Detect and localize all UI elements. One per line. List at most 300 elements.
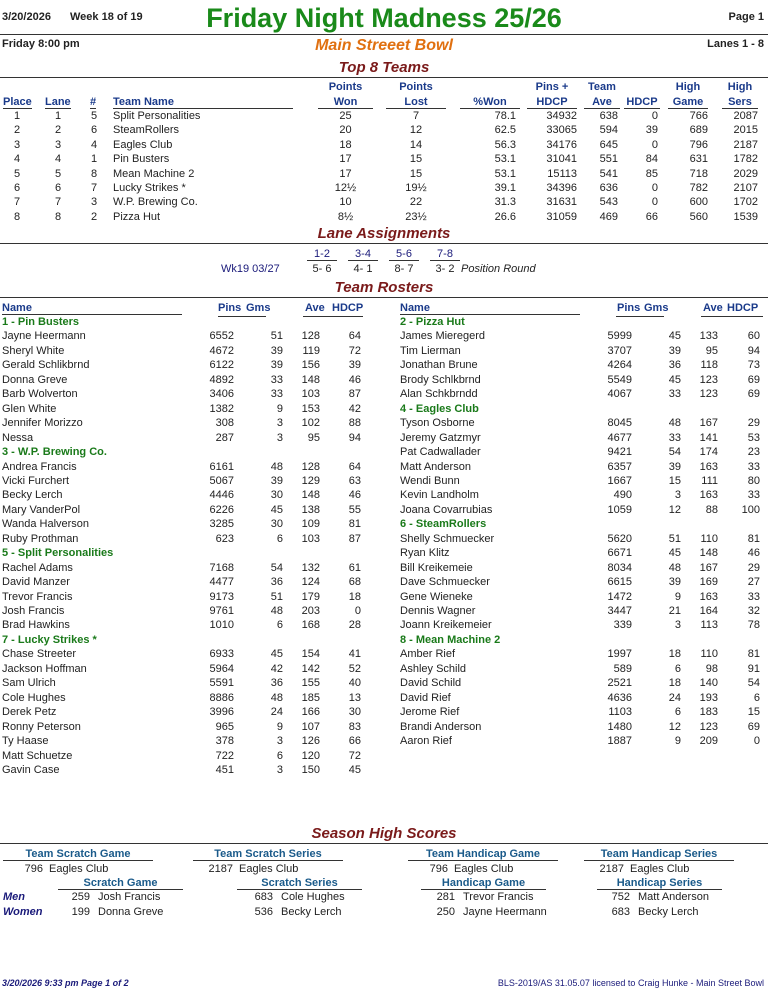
season-high-rule xyxy=(0,843,768,844)
player-pins: 3707 xyxy=(607,344,632,357)
player-average: 148 xyxy=(301,373,320,386)
player-pins: 4477 xyxy=(209,576,234,589)
standings-team-ave: 543 xyxy=(599,196,618,209)
player-pins: 5620 xyxy=(607,532,632,545)
player-games: 33 xyxy=(668,431,681,444)
player-games: 18 xyxy=(668,677,681,690)
team-high-score: 2187 xyxy=(208,863,233,875)
player-handicap: 94 xyxy=(348,431,361,444)
player-name: Cole Hughes xyxy=(2,691,66,704)
lane-pair-1: 1-2 xyxy=(307,248,337,261)
standings-place: 1 xyxy=(13,110,21,122)
player-name: Jackson Hoffman xyxy=(2,662,87,675)
player-name: Alan Schkbrndd xyxy=(400,388,478,401)
player-handicap: 30 xyxy=(348,706,361,719)
player-name: Sam Ulrich xyxy=(2,677,56,690)
col-pins-hdcp-2: HDCP xyxy=(527,96,577,109)
player-games: 24 xyxy=(668,691,681,704)
roster-team-title: 8 - Mean Machine 2 xyxy=(400,633,501,646)
col-points-won-1: Points xyxy=(328,81,363,93)
standings-pct-won: 39.1 xyxy=(494,182,516,194)
player-games: 6 xyxy=(276,532,283,545)
player-handicap: 18 xyxy=(348,590,361,603)
standings-number: 6 xyxy=(90,124,98,137)
player-games: 39 xyxy=(668,460,681,473)
player-pins: 1887 xyxy=(607,735,632,748)
standings-points-lost: 22 xyxy=(409,196,423,209)
player-handicap: 64 xyxy=(348,460,361,473)
standings-pct-won: 56.3 xyxy=(494,138,516,151)
individual-high-label: Handicap Series xyxy=(597,877,722,890)
standings-number: 5 xyxy=(90,110,98,122)
player-games: 6 xyxy=(276,619,283,632)
player-handicap: 33 xyxy=(747,489,760,502)
player-pins: 9173 xyxy=(209,590,234,603)
team-high-bowler: Eagles Club xyxy=(630,863,690,875)
standings-lane: 8 xyxy=(54,210,62,223)
men-high-score: 259 xyxy=(71,891,90,903)
player-name: Shelly Schmuecker xyxy=(400,532,495,545)
standings-pins-hdcp: 31631 xyxy=(546,196,577,209)
player-pins: 6615 xyxy=(607,576,632,589)
player-average: 110 xyxy=(700,532,718,545)
lanes-rule xyxy=(0,243,768,244)
player-handicap: 81 xyxy=(747,648,760,661)
roster-col-gms: Gms xyxy=(644,302,669,314)
player-name: Chase Streeter xyxy=(2,648,76,661)
team-high-label: Team Scratch Series xyxy=(193,848,343,861)
standings-hdcp: 0 xyxy=(651,138,658,151)
player-games: 45 xyxy=(668,373,681,386)
player-average: 169 xyxy=(699,576,718,589)
standings-number: 4 xyxy=(90,138,98,151)
roster-team-title: 2 - Pizza Hut xyxy=(400,316,465,328)
player-name: Andrea Francis xyxy=(2,460,77,473)
day-time: Friday 8:00 pm xyxy=(2,38,80,50)
player-pins: 5964 xyxy=(209,662,234,675)
standings-team-ave: 638 xyxy=(599,110,618,122)
col-high-game-2: Game xyxy=(668,96,708,109)
section-title-lanes: Lane Assignments xyxy=(317,225,451,242)
standings-high-game: 560 xyxy=(689,210,708,223)
player-pins: 6933 xyxy=(209,648,234,661)
player-average: 118 xyxy=(700,359,718,372)
player-handicap: 41 xyxy=(348,648,361,661)
player-games: 33 xyxy=(270,373,283,386)
player-name: Jeremy Gatzmyr xyxy=(400,431,481,444)
standings-team-name: Eagles Club xyxy=(113,138,173,151)
player-pins: 6552 xyxy=(209,330,234,343)
player-pins: 623 xyxy=(215,532,234,545)
standings-team-name: SteamRollers xyxy=(113,124,180,137)
player-name: Jayne Heermann xyxy=(2,330,86,343)
standings-high-game: 600 xyxy=(689,196,708,209)
standings-high-game: 631 xyxy=(689,153,708,166)
standings-points-won: 12½ xyxy=(334,182,357,194)
player-handicap: 87 xyxy=(348,532,361,545)
roster-col-pins: Pins xyxy=(218,302,242,314)
player-average: 167 xyxy=(699,561,718,574)
player-handicap: 72 xyxy=(348,344,361,357)
men-high-bowler: Josh Francis xyxy=(98,891,161,903)
player-average: 88 xyxy=(705,503,718,516)
player-handicap: 88 xyxy=(348,417,361,430)
standings-high-sers: 2107 xyxy=(733,182,758,194)
player-name: Matt Anderson xyxy=(400,460,471,473)
col-team-ave-2: Ave xyxy=(584,96,620,109)
lane-week-label: Wk19 03/27 xyxy=(221,263,280,275)
standings-number: 2 xyxy=(90,210,98,223)
standings-pins-hdcp: 33065 xyxy=(546,124,577,137)
standings-team-name: Pin Busters xyxy=(113,153,170,166)
player-average: 95 xyxy=(307,431,320,444)
standings-points-lost: 23½ xyxy=(405,210,427,223)
standings-pins-hdcp: 34932 xyxy=(546,110,577,122)
player-handicap: 81 xyxy=(348,518,361,531)
roster-col-gms: Gms xyxy=(246,302,271,314)
player-handicap: 40 xyxy=(348,677,361,690)
matchup-1: 5- 6 xyxy=(312,263,332,275)
standings-points-lost: 19½ xyxy=(405,182,427,194)
player-games: 36 xyxy=(270,576,283,589)
player-handicap: 72 xyxy=(348,749,361,762)
standings-team-name: Split Personalities xyxy=(113,110,201,122)
player-games: 9 xyxy=(276,720,283,733)
roster-underline xyxy=(218,316,266,317)
standings-pct-won: 53.1 xyxy=(494,167,516,180)
player-games: 18 xyxy=(668,648,681,661)
player-handicap: 55 xyxy=(348,503,361,516)
roster-col-ave: Ave xyxy=(703,302,723,314)
player-pins: 9421 xyxy=(607,446,632,459)
league-title: Friday Night Madness 25/26 xyxy=(206,3,562,33)
player-name: Jerome Rief xyxy=(400,706,460,719)
player-name: Gavin Case xyxy=(2,763,60,776)
player-average: 126 xyxy=(301,735,320,748)
individual-high-label: Handicap Game xyxy=(421,877,546,890)
player-average: 111 xyxy=(701,474,718,487)
col-team-ave-1: Team xyxy=(588,81,616,93)
player-average: 163 xyxy=(699,489,718,502)
player-average: 148 xyxy=(699,547,718,560)
col-hdcp: HDCP xyxy=(624,96,660,109)
player-name: Wendi Bunn xyxy=(400,474,460,487)
standings-place: 4 xyxy=(13,153,21,166)
player-games: 42 xyxy=(270,662,283,675)
week-indicator: Week 18 of 19 xyxy=(70,11,143,23)
player-handicap: 66 xyxy=(348,735,361,748)
standings-team-ave: 645 xyxy=(599,138,618,151)
player-name: Ashley Schild xyxy=(400,662,467,675)
player-name: Amber Rief xyxy=(400,648,456,661)
player-pins: 3285 xyxy=(209,518,234,531)
women-label: Women xyxy=(3,906,43,918)
player-handicap: 53 xyxy=(747,431,760,444)
player-name: Brad Hawkins xyxy=(2,619,70,632)
player-handicap: 13 xyxy=(348,691,361,704)
player-average: 183 xyxy=(699,706,718,719)
player-handicap: 6 xyxy=(753,691,760,704)
player-name: Sheryl White xyxy=(2,344,65,357)
player-pins: 4677 xyxy=(607,431,632,444)
roster-underline xyxy=(616,316,664,317)
player-average: 154 xyxy=(301,648,320,661)
women-high-bowler: Jayne Heermann xyxy=(463,906,547,918)
player-name: James Mieregerd xyxy=(400,330,485,343)
player-average: 153 xyxy=(301,402,320,415)
standings-team-ave: 551 xyxy=(599,153,618,166)
player-games: 6 xyxy=(276,749,283,762)
player-handicap: 54 xyxy=(747,677,760,690)
section-title-rosters: Team Rosters xyxy=(334,279,434,296)
player-pins: 722 xyxy=(215,749,234,762)
women-high-bowler: Becky Lerch xyxy=(638,906,699,918)
player-name: Ryan Klitz xyxy=(400,547,450,560)
player-average: 203 xyxy=(301,605,320,617)
standings-place: 5 xyxy=(13,167,21,180)
standings-points-won: 18 xyxy=(339,138,352,151)
standings-points-won: 8½ xyxy=(337,210,354,223)
team-high-score: 796 xyxy=(24,863,43,875)
position-round-note: Position Round xyxy=(461,263,536,275)
roster-team-title: 6 - SteamRollers xyxy=(400,518,487,531)
player-games: 39 xyxy=(270,359,283,372)
standings-pct-won: 78.1 xyxy=(494,110,516,122)
player-average: 129 xyxy=(301,474,320,487)
player-pins: 1103 xyxy=(608,706,632,719)
player-pins: 1382 xyxy=(209,402,234,415)
player-average: 167 xyxy=(699,417,718,430)
standings-points-won: 10 xyxy=(339,196,352,209)
team-high-bowler: Eagles Club xyxy=(49,863,109,875)
player-name: Gene Wieneke xyxy=(400,590,473,603)
player-pins: 4067 xyxy=(607,388,632,401)
team-high-label: Team Handicap Game xyxy=(408,848,558,861)
standings-lane: 5 xyxy=(54,167,62,180)
standings-high-sers: 1782 xyxy=(733,153,758,166)
player-pins: 8045 xyxy=(607,417,632,430)
player-pins: 308 xyxy=(215,417,234,430)
player-games: 9 xyxy=(674,735,681,748)
player-handicap: 46 xyxy=(348,489,361,502)
lane-pair-2: 3-4 xyxy=(348,248,378,261)
player-games: 33 xyxy=(270,388,283,401)
player-games: 48 xyxy=(270,605,283,617)
standings-lane: 2 xyxy=(54,124,62,137)
player-handicap: 29 xyxy=(747,561,760,574)
player-name: Trevor Francis xyxy=(2,590,73,603)
player-name: David Manzer xyxy=(2,576,70,589)
player-handicap: 52 xyxy=(348,662,361,675)
player-games: 51 xyxy=(270,590,283,603)
player-name: Jonathan Brune xyxy=(400,359,478,372)
player-handicap: 69 xyxy=(747,373,760,386)
player-games: 9 xyxy=(276,402,283,415)
col-high-sers-1: High xyxy=(727,81,753,93)
player-games: 39 xyxy=(270,344,283,357)
player-pins: 1010 xyxy=(209,619,234,632)
player-name: Becky Lerch xyxy=(2,489,63,502)
section-title-standings: Top 8 Teams xyxy=(338,59,430,76)
player-games: 39 xyxy=(270,474,283,487)
player-games: 54 xyxy=(270,561,283,574)
team-high-label: Team Handicap Series xyxy=(584,848,734,861)
standings-pct-won: 62.5 xyxy=(494,124,516,137)
team-high-score: 2187 xyxy=(599,863,624,875)
player-pins: 7168 xyxy=(209,561,234,574)
player-handicap: 87 xyxy=(348,388,361,401)
player-pins: 4672 xyxy=(209,344,234,357)
standings-place: 3 xyxy=(13,138,21,151)
standings-team-name: W.P. Brewing Co. xyxy=(113,196,198,209)
player-handicap: 60 xyxy=(747,330,760,343)
player-games: 6 xyxy=(674,662,681,675)
standings-high-game: 782 xyxy=(689,182,708,194)
player-average: 185 xyxy=(301,691,320,704)
player-handicap: 33 xyxy=(747,590,760,603)
standings-team-ave: 594 xyxy=(599,124,618,137)
lanes-range: Lanes 1 - 8 xyxy=(707,38,764,50)
lane-pair-3: 5-6 xyxy=(389,248,419,261)
standings-pct-won: 31.3 xyxy=(494,196,516,209)
player-name: Joann Kreikemeier xyxy=(400,619,492,632)
standings-hdcp: 0 xyxy=(651,182,658,194)
roster-team-title: 3 - W.P. Brewing Co. xyxy=(2,446,107,459)
women-high-score: 536 xyxy=(254,906,273,918)
player-average: 168 xyxy=(301,619,320,632)
standings-lane: 1 xyxy=(54,110,62,122)
player-name: Wanda Halverson xyxy=(2,518,90,531)
player-handicap: 39 xyxy=(348,359,361,372)
player-name: Mary VanderPol xyxy=(2,503,81,516)
standings-team-name: Mean Machine 2 xyxy=(113,167,195,180)
player-name: Josh Francis xyxy=(2,605,65,617)
standings-number: 1 xyxy=(90,153,98,166)
standings-pins-hdcp: 34176 xyxy=(546,138,577,151)
col-place: Place xyxy=(3,96,32,108)
player-average: 142 xyxy=(301,662,320,675)
player-average: 107 xyxy=(301,720,320,733)
player-handicap: 73 xyxy=(747,359,760,372)
player-handicap: 29 xyxy=(747,417,760,430)
player-average: 155 xyxy=(301,677,320,690)
player-games: 48 xyxy=(668,417,681,430)
player-games: 36 xyxy=(270,677,283,690)
player-average: 193 xyxy=(699,691,718,704)
standings-points-lost: 12 xyxy=(409,124,423,137)
player-pins: 965 xyxy=(215,720,234,733)
player-average: 209 xyxy=(699,735,718,748)
player-average: 166 xyxy=(301,706,320,719)
player-games: 3 xyxy=(276,431,283,444)
player-handicap: 0 xyxy=(354,605,361,617)
player-pins: 4892 xyxy=(209,373,234,386)
standings-hdcp: 85 xyxy=(645,167,658,180)
player-average: 124 xyxy=(301,576,320,589)
player-name: Matt Schuetze xyxy=(2,749,73,762)
player-average: 113 xyxy=(700,619,718,632)
player-games: 51 xyxy=(668,532,681,545)
player-games: 54 xyxy=(668,446,681,459)
player-name: Aaron Rief xyxy=(400,735,452,748)
player-handicap: 94 xyxy=(747,344,760,357)
player-games: 3 xyxy=(674,619,681,632)
player-average: 133 xyxy=(699,330,718,343)
player-name: Nessa xyxy=(2,431,34,444)
standings-high-game: 689 xyxy=(689,124,708,137)
standings-high-sers: 2187 xyxy=(733,138,758,151)
team-high-score: 796 xyxy=(429,863,448,875)
player-games: 15 xyxy=(668,474,681,487)
player-average: 164 xyxy=(699,605,718,617)
standings-pct-won: 53.1 xyxy=(494,153,516,166)
player-handicap: 33 xyxy=(747,460,760,473)
player-pins: 5549 xyxy=(607,373,632,386)
player-handicap: 0 xyxy=(753,735,760,748)
player-name: Gerald Schlikbrnd xyxy=(2,359,90,372)
standings-points-won: 17 xyxy=(339,153,352,166)
matchup-4: 3- 2 xyxy=(435,263,455,275)
player-average: 174 xyxy=(699,446,718,459)
standings-place: 2 xyxy=(13,124,21,137)
player-games: 12 xyxy=(668,720,681,733)
standings-hdcp: 0 xyxy=(651,110,658,122)
individual-high-label: Scratch Game xyxy=(58,877,183,890)
player-games: 39 xyxy=(668,576,681,589)
player-games: 30 xyxy=(270,518,283,531)
player-average: 150 xyxy=(301,763,320,776)
player-name: Glen White xyxy=(2,402,57,415)
player-pins: 1667 xyxy=(607,474,632,487)
player-average: 120 xyxy=(301,749,320,762)
men-high-score: 683 xyxy=(254,891,273,903)
player-handicap: 15 xyxy=(747,706,760,719)
standings-high-sers: 2029 xyxy=(733,167,758,180)
standings-number: 8 xyxy=(90,167,98,180)
player-handicap: 68 xyxy=(348,576,361,589)
standings-high-game: 718 xyxy=(689,167,708,180)
standings-pins-hdcp: 31059 xyxy=(546,210,577,223)
player-pins: 1480 xyxy=(607,720,632,733)
roster-team-title: 7 - Lucky Strikes * xyxy=(2,633,97,646)
standings-place: 7 xyxy=(13,196,21,209)
standings-points-won: 17 xyxy=(339,167,352,180)
player-pins: 8034 xyxy=(607,561,632,574)
player-handicap: 28 xyxy=(348,619,361,632)
roster-team-title: 4 - Eagles Club xyxy=(400,402,479,415)
player-name: Tyson Osborne xyxy=(400,417,475,430)
matchup-3: 8- 7 xyxy=(394,263,414,275)
player-pins: 1472 xyxy=(607,590,632,603)
player-handicap: 23 xyxy=(747,446,760,459)
standings-team-name: Pizza Hut xyxy=(113,210,161,223)
roster-underline xyxy=(701,316,763,317)
player-pins: 451 xyxy=(215,763,234,776)
col-points-lost-2: Lost xyxy=(386,96,446,109)
player-games: 24 xyxy=(270,706,283,719)
player-name: Derek Petz xyxy=(2,706,57,719)
player-games: 48 xyxy=(270,691,283,704)
player-handicap: 91 xyxy=(747,662,760,675)
women-high-score: 199 xyxy=(71,906,90,918)
player-name: Donna Greve xyxy=(2,373,68,386)
player-handicap: 69 xyxy=(747,388,760,401)
player-average: 123 xyxy=(699,388,718,401)
roster-team-title: 1 - Pin Busters xyxy=(2,316,80,328)
player-name: Vicki Furchert xyxy=(2,474,70,487)
player-average: 140 xyxy=(699,677,718,690)
player-games: 6 xyxy=(674,706,681,719)
